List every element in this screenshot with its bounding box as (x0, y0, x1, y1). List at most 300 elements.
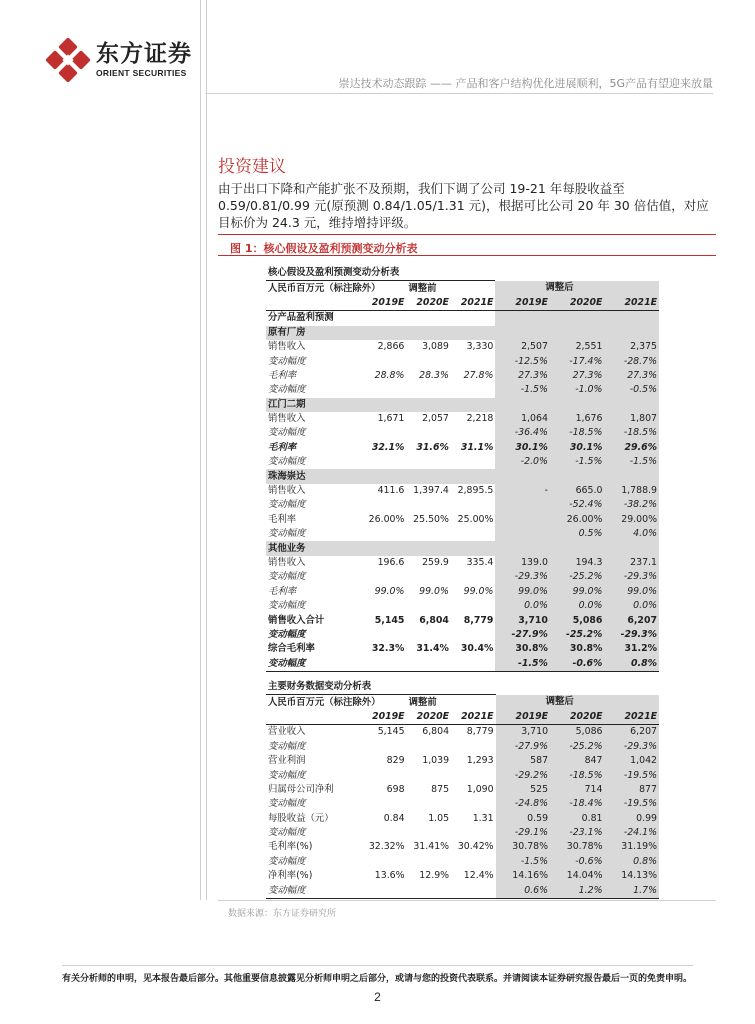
table-title-row (266, 680, 659, 695)
adjusted-value-cell: 237.1 (604, 556, 659, 570)
adjusted-value-cell: 5,086 (550, 725, 604, 740)
table-cell (451, 326, 496, 340)
year-header: 2020E (550, 710, 604, 725)
table-row (266, 740, 659, 754)
year-header: 2021E (605, 710, 660, 725)
brand-name-en: ORIENT SECURITIES (96, 68, 187, 78)
adjusted-value-cell: 847 (550, 754, 604, 768)
value-cell (406, 599, 451, 613)
table-row (266, 725, 659, 740)
table-row (266, 340, 659, 354)
sidebar-divider-left (200, 0, 201, 900)
figure-top-rule (218, 234, 716, 235)
adjusted-value-cell: 1.7% (605, 883, 660, 898)
table-cell (357, 398, 407, 412)
value-cell (451, 768, 496, 782)
adjusted-value-cell (495, 527, 550, 541)
adjusted-value-cell: 99.0% (495, 585, 550, 599)
adjusted-value-cell: 30.1% (495, 441, 550, 455)
adjusted-value-cell (495, 513, 550, 527)
table-group-row (266, 541, 659, 555)
value-cell: 99.0% (374, 585, 405, 597)
value-cell (451, 883, 496, 898)
table-row (266, 840, 659, 854)
table-title: 主要财务数据变动分析表 (266, 680, 496, 695)
adjusted-value-cell: -24.1% (605, 826, 660, 840)
row-label: 变动幅度 (268, 600, 306, 612)
value-cell (451, 354, 496, 368)
row-label: 净利率(%) (268, 870, 313, 882)
adjusted-value-cell: -1.5% (496, 855, 550, 869)
table-header-row (266, 695, 659, 710)
adjusted-value-cell: 99.0% (604, 585, 659, 599)
value-cell (406, 628, 451, 642)
row-label: 变动幅度 (268, 571, 306, 583)
table-header-row (266, 281, 659, 296)
table-row (266, 369, 659, 383)
adjusted-value-cell: 27.3% (604, 369, 659, 383)
value-cell: 829 (386, 755, 405, 767)
adjusted-value-cell: 14.16% (496, 869, 550, 883)
value-cell: 3,089 (422, 341, 449, 353)
table-row (266, 812, 659, 826)
row-label: 变动幅度 (268, 499, 306, 511)
table-cell (550, 398, 605, 412)
value-cell (407, 883, 452, 898)
adjusted-value-cell: 6,207 (605, 725, 660, 740)
value-cell: 30.4% (460, 643, 494, 655)
value-cell (357, 797, 407, 811)
value-cell: 99.0% (419, 585, 449, 597)
row-label: 变动幅度 (268, 528, 306, 540)
adjusted-value-cell: 4.0% (604, 527, 659, 541)
table-cell (406, 541, 451, 555)
table-cell (357, 311, 407, 326)
adjusted-value-cell: 30.8% (550, 642, 605, 656)
left-sidebar (0, 0, 200, 900)
value-cell: 25.00% (457, 513, 494, 525)
adjusted-value-cell: 2,507 (495, 340, 550, 354)
adjusted-value-cell: 30.8% (495, 642, 550, 656)
table-row (266, 783, 659, 797)
row-label: 归属母公司净利 (268, 783, 334, 795)
row-label: 变动幅度 (268, 628, 306, 640)
year-header: 2020E (407, 710, 452, 725)
table-cell (406, 469, 451, 483)
value-cell (357, 599, 407, 613)
year-header: 2020E (406, 296, 451, 311)
running-header: 崇达技术动态跟踪 —— 产品和客户结构优化进展顺利，5G产品有望迎来放量 (338, 77, 713, 90)
adjusted-value-cell: 0.0% (550, 599, 605, 613)
value-cell: 27.8% (463, 369, 494, 381)
table-row (266, 354, 659, 368)
value-cell: 1.31 (472, 812, 494, 824)
adjusted-value-cell: 665.0 (550, 484, 605, 498)
value-cell (357, 768, 407, 782)
value-cell: 5,145 (374, 614, 405, 626)
value-cell: 32.32% (368, 841, 405, 853)
financial-data-table (266, 680, 659, 899)
row-label: 变动幅度 (266, 657, 357, 672)
adjusted-value-cell: 1.2% (550, 883, 604, 898)
value-cell: 28.8% (374, 369, 405, 381)
table-title: 核心假设及盈利预测变动分析表 (266, 266, 495, 281)
adjusted-value-cell: 27.3% (495, 369, 550, 383)
value-cell (357, 426, 407, 440)
adjusted-value-cell: 714 (550, 783, 604, 797)
adjusted-value-cell: -17.4% (550, 354, 605, 368)
adjusted-value-cell: 587 (496, 754, 550, 768)
adjusted-value-cell: 6,207 (604, 613, 659, 627)
year-header: 2019E (357, 710, 407, 725)
value-cell: 3,330 (466, 341, 494, 353)
adjusted-value-cell: -18.5% (604, 426, 659, 440)
value-cell (451, 657, 496, 672)
table-cell (604, 469, 659, 483)
value-cell: 6,804 (419, 614, 449, 626)
value-cell (406, 498, 451, 512)
value-cell: 1.05 (428, 812, 450, 824)
orient-logo-icon (46, 38, 90, 82)
adjusted-value-cell: 0.8% (605, 855, 660, 869)
value-cell: 698 (386, 783, 405, 795)
value-cell (357, 883, 407, 898)
table-cell (495, 311, 550, 326)
group-label: 江门二期 (266, 398, 357, 412)
year-header: 2021E (604, 296, 659, 311)
value-cell (451, 498, 496, 512)
footer-disclaimer: 有关分析师的申明，见本报告最后部分。其他重要信息披露见分析师申明之后部分，或请与您的投资代表联系。并请阅读本证券研究报告最后一页的免责申明。 (62, 974, 693, 984)
table-row (266, 797, 659, 811)
table-row (266, 613, 659, 627)
adjusted-value-cell: 0.59 (496, 812, 550, 826)
table-cell (604, 541, 659, 555)
table-row (266, 498, 659, 512)
table-row (266, 570, 659, 584)
table-cell (550, 469, 605, 483)
adjusted-value-cell: -29.3% (604, 570, 659, 584)
table-cell (451, 469, 496, 483)
value-cell: 2,895.5 (457, 485, 494, 497)
value-cell: 12.4% (463, 870, 494, 882)
adjusted-value-cell: -2.0% (495, 455, 550, 469)
adjusted-value-cell: 194.3 (550, 556, 605, 570)
source-rule (218, 900, 716, 901)
table-row (266, 754, 659, 768)
adjusted-value-cell: 30.78% (550, 840, 604, 854)
adjusted-value-cell: -0.6% (550, 657, 605, 672)
table-years-row (266, 710, 659, 725)
adjusted-value-cell: 0.0% (604, 599, 659, 613)
value-cell (357, 455, 407, 469)
value-cell: 30.42% (457, 841, 494, 853)
table-row (266, 869, 659, 883)
value-cell (407, 768, 452, 782)
unit-label: 人民币百万元（标注除外） (268, 282, 381, 294)
adjusted-value-cell: -25.2% (550, 740, 604, 754)
value-cell (357, 383, 407, 397)
value-cell (406, 570, 451, 584)
value-cell (357, 628, 407, 642)
table-cell (406, 326, 451, 340)
section-label: 分产品盈利预测 (268, 312, 334, 324)
adjusted-value-cell: -29.2% (496, 768, 550, 782)
year-header: 2020E (550, 296, 605, 311)
adjusted-value-cell: 1,676 (550, 412, 605, 426)
table-cell (604, 398, 659, 412)
brand-logo (46, 38, 192, 82)
adjusted-value-cell: 5,086 (550, 613, 605, 627)
before-label: 调整前 (408, 696, 437, 708)
table-row (266, 826, 659, 840)
value-cell (407, 797, 452, 811)
adjusted-value-cell: 1,788.9 (604, 484, 659, 498)
adjusted-value-cell: 0.8% (604, 657, 659, 672)
value-cell: 32.1% (371, 441, 405, 453)
row-label: 变动幅度 (268, 740, 306, 752)
adjusted-value-cell: 29.00% (604, 513, 659, 527)
value-cell: 2,218 (466, 413, 494, 425)
value-cell: 1,671 (377, 413, 405, 425)
table-cell (495, 469, 550, 483)
value-cell (451, 797, 496, 811)
section-title: 投资建议 (218, 157, 286, 177)
value-cell (451, 455, 496, 469)
source-note: 数据来源：东方证券研究所 (228, 909, 337, 919)
value-cell: 2,057 (422, 413, 449, 425)
brand-name-cn: 东方证券 (96, 41, 192, 67)
row-label: 变动幅度 (268, 769, 306, 781)
row-label: 变动幅度 (268, 384, 306, 396)
table-cell (495, 266, 659, 281)
table-row (266, 628, 659, 642)
table-title-row (266, 266, 659, 281)
adjusted-value-cell: 3,710 (496, 725, 550, 740)
value-cell: 1,397.4 (413, 485, 449, 497)
value-cell (406, 383, 451, 397)
adjusted-value-cell: 0.0% (495, 599, 550, 613)
value-cell (451, 628, 496, 642)
value-cell: 1,039 (422, 755, 450, 767)
table-cell (357, 469, 407, 483)
adjusted-value-cell: -1.5% (604, 455, 659, 469)
header-rule (205, 93, 713, 94)
row-label: 毛利率 (268, 585, 297, 597)
value-cell: 196.6 (377, 557, 405, 568)
adjusted-value-cell: -1.5% (550, 455, 605, 469)
row-label: 毛利率 (268, 369, 297, 381)
value-cell (406, 455, 451, 469)
row-label: 变动幅度 (266, 883, 357, 898)
value-cell (451, 383, 496, 397)
adjusted-value-cell: -27.9% (496, 740, 550, 754)
value-cell: 1,293 (466, 755, 494, 767)
figure-title: 图 1：核心假设及盈利预测变动分析表 (230, 242, 418, 255)
table-row (266, 556, 659, 570)
table-cell (550, 541, 605, 555)
adjusted-value-cell: -18.4% (550, 797, 604, 811)
value-cell (357, 826, 407, 840)
adjusted-value-cell: -23.1% (550, 826, 604, 840)
value-cell (357, 570, 407, 584)
table-cell (604, 326, 659, 340)
adjusted-value-cell: - (495, 484, 550, 498)
value-cell: 25.50% (413, 513, 449, 525)
year-header: 2021E (451, 296, 496, 311)
value-cell: 5,145 (377, 726, 405, 738)
value-cell: 31.4% (416, 643, 449, 655)
sidebar-divider-right (206, 0, 207, 900)
year-header: 2019E (495, 296, 550, 311)
table-row (266, 768, 659, 782)
row-label: 销售收入 (268, 413, 306, 425)
after-label: 调整后 (495, 281, 659, 296)
adjusted-value-cell: 26.00% (550, 513, 605, 527)
row-label: 变动幅度 (268, 827, 306, 839)
adjusted-value-cell: -19.5% (605, 768, 660, 782)
year-header: 2019E (496, 710, 550, 725)
adjusted-value-cell: -28.7% (604, 354, 659, 368)
year-header: 2019E (357, 296, 407, 311)
adjusted-value-cell (495, 498, 550, 512)
adjusted-value-cell: -12.5% (495, 354, 550, 368)
row-label: 毛利率 (268, 513, 297, 525)
adjusted-value-cell: 525 (496, 783, 550, 797)
adjusted-value-cell: -18.5% (550, 426, 605, 440)
after-label: 调整后 (496, 695, 659, 710)
adjusted-value-cell: 31.2% (604, 642, 659, 656)
adjusted-value-cell: 0.99 (605, 812, 660, 826)
value-cell (451, 426, 496, 440)
adjusted-value-cell: -29.3% (495, 570, 550, 584)
adjusted-value-cell: -19.5% (605, 797, 660, 811)
row-label: 变动幅度 (268, 456, 306, 468)
table-row (266, 599, 659, 613)
value-cell: 26.00% (368, 513, 405, 525)
value-cell (406, 354, 451, 368)
before-label: 调整前 (408, 282, 437, 294)
adjusted-value-cell: -52.4% (550, 498, 605, 512)
table-cell (451, 398, 496, 412)
value-cell: 31.6% (416, 441, 449, 453)
page-number: 2 (374, 990, 381, 1004)
table-cell (266, 296, 357, 311)
row-label: 销售收入 (268, 341, 306, 353)
table-row (266, 513, 659, 527)
adjusted-value-cell: 31.19% (605, 840, 660, 854)
figure-title-rule (218, 255, 716, 256)
table-cell (357, 326, 407, 340)
value-cell (407, 855, 452, 869)
adjusted-value-cell: -25.2% (550, 628, 605, 642)
adjusted-value-cell: -29.3% (605, 740, 660, 754)
adjusted-value-cell: 1,807 (604, 412, 659, 426)
row-label: 变动幅度 (268, 427, 306, 439)
table-group-row (266, 398, 659, 412)
value-cell (451, 740, 496, 754)
row-label: 变动幅度 (268, 855, 306, 867)
table-row (266, 383, 659, 397)
value-cell (406, 527, 451, 541)
row-label: 营业利润 (268, 755, 306, 767)
value-cell: 13.6% (374, 870, 405, 882)
unit-label: 人民币百万元（标注除外） (268, 696, 381, 708)
table-row (266, 527, 659, 541)
table-cell (495, 398, 550, 412)
adjusted-value-cell: 139.0 (495, 556, 550, 570)
value-cell: 0.84 (383, 812, 405, 824)
table-cell (495, 326, 550, 340)
adjusted-value-cell: -18.5% (550, 768, 604, 782)
value-cell (451, 826, 496, 840)
value-cell (357, 498, 407, 512)
value-cell: 335.4 (466, 557, 494, 568)
table-row (266, 855, 659, 869)
table-row (266, 642, 659, 656)
table-cell (357, 541, 407, 555)
investment-paragraph: 由于出口下降和产能扩张不及预期，我们下调了公司 19-21 年每股收益至 0.59/0.81/0.99 元(原预测 0.84/1.05/1.31 元)，根据可比公司 20 年 30 倍估值，对应目标价为 24.3 元，维持增持评级。 (218, 181, 709, 230)
adjusted-value-cell: -25.2% (550, 570, 605, 584)
value-cell: 8,779 (463, 614, 494, 626)
row-label: 变动幅度 (268, 355, 306, 367)
adjusted-value-cell: -1.5% (495, 383, 550, 397)
group-label: 珠海崇达 (266, 469, 357, 483)
table-group-row (266, 469, 659, 483)
adjusted-value-cell: 27.3% (550, 369, 605, 383)
adjusted-value-cell: 29.6% (604, 441, 659, 455)
table-cell (496, 680, 659, 695)
group-label: 其他业务 (266, 541, 357, 555)
table-row (266, 426, 659, 440)
value-cell (451, 527, 496, 541)
value-cell: 32.3% (371, 643, 405, 655)
footer-rule (62, 965, 693, 966)
row-label: 每股收益（元） (268, 812, 334, 824)
row-label: 销售收入 (268, 485, 306, 497)
table-row (266, 412, 659, 426)
adjusted-value-cell: 0.5% (550, 527, 605, 541)
adjusted-value-cell: 877 (605, 783, 660, 797)
table-cell (451, 541, 496, 555)
adjusted-value-cell: -29.3% (604, 628, 659, 642)
row-label: 销售收入 (268, 557, 306, 568)
adjusted-value-cell: 0.6% (496, 883, 550, 898)
table-cell (406, 398, 451, 412)
value-cell (406, 657, 451, 672)
adjusted-value-cell: 2,375 (604, 340, 659, 354)
value-cell (407, 826, 452, 840)
value-cell (357, 855, 407, 869)
table-cell (495, 541, 550, 555)
value-cell (357, 740, 407, 754)
adjusted-value-cell: 14.13% (605, 869, 660, 883)
adjusted-value-cell: 30.78% (496, 840, 550, 854)
value-cell (406, 426, 451, 440)
value-cell (357, 657, 407, 672)
table-row (266, 657, 659, 672)
adjusted-value-cell: -38.2% (604, 498, 659, 512)
value-cell: 99.0% (463, 585, 494, 597)
adjusted-value-cell: -29.1% (496, 826, 550, 840)
row-label: 毛利率(%) (268, 841, 313, 853)
table-group-row (266, 326, 659, 340)
table-years-row (266, 296, 659, 311)
adjusted-value-cell: 30.1% (550, 441, 605, 455)
adjusted-value-cell: -1.5% (495, 657, 550, 672)
row-label: 营业收入 (268, 726, 306, 738)
value-cell: 28.3% (419, 369, 449, 381)
value-cell: 8,779 (466, 726, 494, 738)
